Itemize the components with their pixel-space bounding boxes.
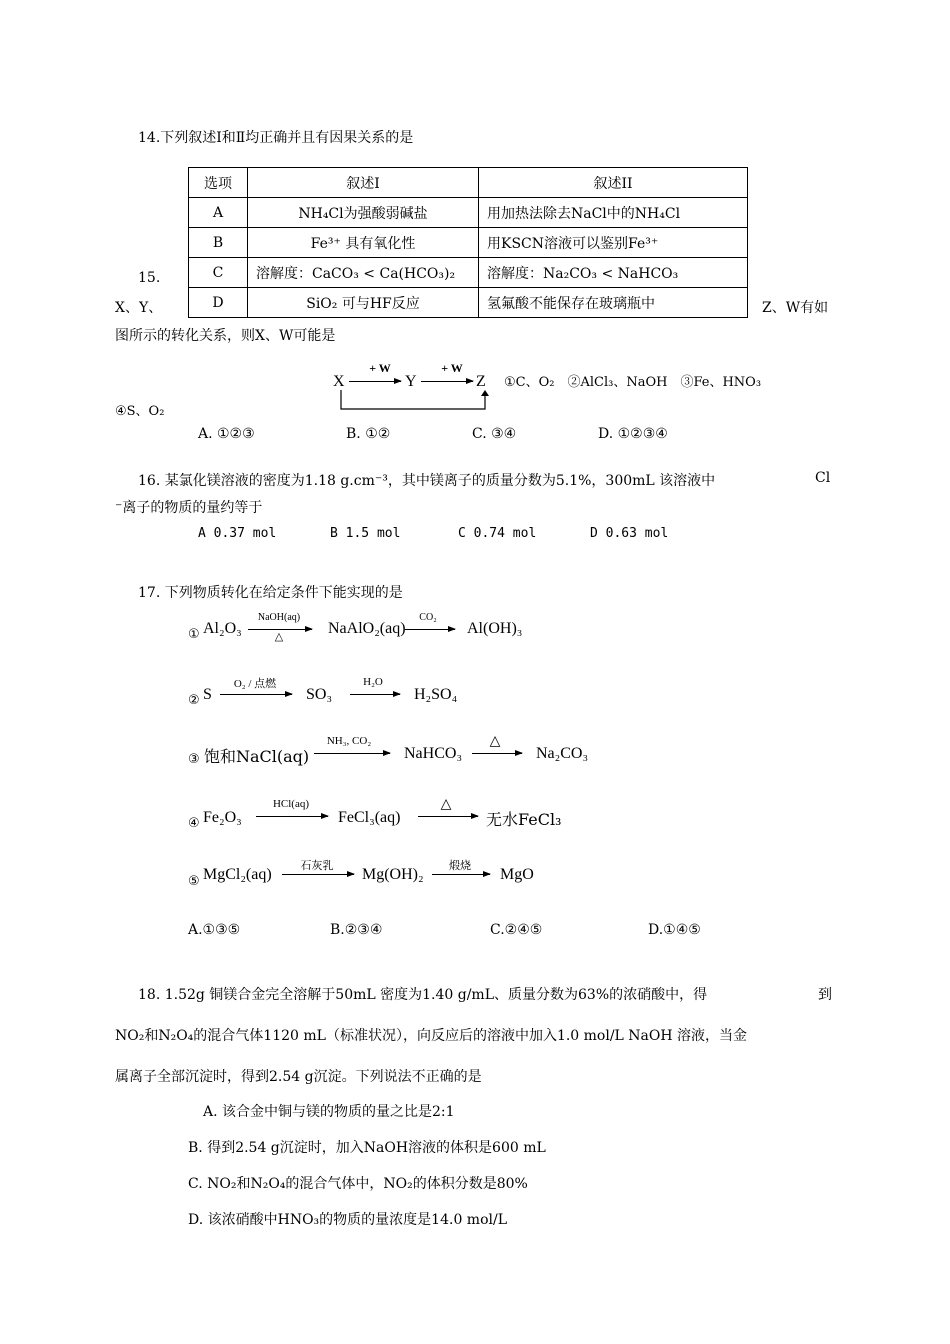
q15-arrow-x-y [349, 381, 401, 382]
header-statement-2: 叙述II [479, 168, 748, 198]
row-statement-2: 溶解度：Na₂CO₃ < NaHCO₃ [479, 258, 748, 288]
q17-option-a: A.①③⑤ [188, 922, 241, 938]
row-statement-1: NH₄Cl为强酸弱碱盐 [248, 198, 479, 228]
reaction-intermediate: Mg(OH)₂ [362, 866, 424, 883]
q15-number: 15. [138, 270, 161, 286]
reaction-arrow-2 [350, 694, 400, 695]
reaction-number: ④ [188, 816, 200, 831]
q17-option-c: C.②④⑤ [490, 922, 543, 938]
q15-line1-end: Z、W有如 [762, 300, 829, 316]
q15-arrow-x-z [336, 390, 494, 412]
q15-arrow-y-z [421, 381, 473, 382]
reaction-arrow-1 [220, 694, 292, 695]
q16-option-c: C 0.74 mol [458, 526, 537, 541]
q15-option-d: D. ①②③④ [598, 426, 668, 442]
reaction-condition-1: NH₃, CO₂ [326, 735, 372, 747]
q15-node-y: Y [405, 373, 417, 390]
reaction-condition-1: HCl(aq) [272, 798, 310, 810]
table-row [189, 258, 748, 288]
q16-option-b: B 1.5 mol [330, 526, 401, 541]
reaction-condition-2: CO₂ [419, 612, 437, 623]
reaction-arrow-2 [418, 816, 478, 817]
q15-node-z: Z [476, 373, 486, 390]
reaction-condition-1: O₂ / 点燃 [233, 678, 277, 690]
row-option: B [189, 228, 248, 258]
q16-line1-end: Cl [815, 470, 831, 486]
reaction-condition-2: △ [440, 797, 452, 812]
q18-option-b: B. 得到2.54 g沉淀时，加入NaOH溶液的体积是600 mL [188, 1140, 546, 1156]
q16-option-d: D 0.63 mol [590, 526, 669, 541]
q17-option-b: B.②③④ [330, 922, 383, 938]
table-row [189, 228, 748, 258]
q14-table [188, 167, 748, 318]
reaction-intermediate: NaAlO₂(aq) [328, 620, 406, 637]
reaction-condition-1-below: △ [274, 631, 284, 643]
reaction-condition-1: 石灰乳 [300, 860, 334, 872]
reaction-arrow-2 [432, 874, 490, 875]
row-option: C [189, 258, 248, 288]
q17-option-d: D.①④⑤ [648, 922, 701, 938]
reaction-intermediate: NaHCO₃ [404, 745, 463, 762]
q18-line2: NO₂和N₂O₄的混合气体1120 mL（标准状况），向反应后的溶液中加入1.0 mol/L NaOH 溶液，当金 [115, 1028, 748, 1044]
q18-line1: 18. 1.52g 铜镁合金完全溶解于50mL 密度为1.40 g/mL、质量分数为63%的浓硝酸中，得 [138, 987, 708, 1003]
row-statement-2: 氢氟酸不能保存在玻璃瓶中 [479, 288, 748, 318]
q18-option-c: C. NO₂和N₂O₄的混合气体中，NO₂的体积分数是80% [188, 1176, 528, 1192]
reaction-arrow-1 [314, 753, 390, 754]
reaction-arrow-1 [248, 629, 312, 630]
q15-node-x: X [333, 373, 345, 390]
reaction-product: Al(OH)₃ [467, 620, 523, 637]
row-statement-2: 用KSCN溶液可以鉴别Fe³⁺ [479, 228, 748, 258]
table-row [189, 198, 748, 228]
header-statement-1: 叙述I [248, 168, 479, 198]
reaction-arrow-1 [256, 816, 328, 817]
q15-option-c: C. ③④ [472, 426, 517, 442]
reaction-number: ⑤ [188, 874, 200, 889]
q15-option-a: A. ①②③ [198, 426, 255, 442]
reaction-product: 无水FeCl₃ [486, 810, 562, 829]
reaction-reactant: 饱和NaCl(aq) [204, 747, 310, 766]
q16-line1: 16. 某氯化镁溶液的密度为1.18 g.cm⁻³，其中镁离子的质量分数为5.1%，300mL 该溶液中 [138, 473, 716, 489]
q15-arrow2-label: + W [441, 361, 463, 375]
reaction-intermediate: FeCl₃(aq) [338, 809, 401, 826]
reaction-number: ③ [188, 752, 200, 767]
row-statement-2: 用加热法除去NaCl中的NH₄Cl [479, 198, 748, 228]
q14-header-row [189, 168, 748, 198]
q15-arrow1-label: + W [369, 361, 391, 375]
table-row [189, 288, 748, 318]
reaction-product: H₂SO₄ [414, 686, 458, 703]
row-statement-1: 溶解度：CaCO₃ < Ca(HCO₃)₂ [248, 258, 479, 288]
reaction-condition-1: NaOH(aq) [257, 612, 301, 623]
q18-option-d: D. 该浓硝酸中HNO₃的物质的量浓度是14.0 mol/L [188, 1212, 507, 1228]
q14-stem: 14.下列叙述Ⅰ和Ⅱ均正确并且有因果关系的是 [138, 130, 414, 146]
reaction-reactant: Fe₂O₃ [203, 809, 242, 826]
q16-option-a: A 0.37 mol [198, 526, 277, 541]
row-statement-1: Fe³⁺ 具有氧化性 [248, 228, 479, 258]
q15-line2: 图所示的转化关系，则X、W可能是 [115, 328, 336, 344]
reaction-arrow-2 [472, 753, 522, 754]
reaction-arrow-1 [282, 874, 354, 875]
q15-option-b: B. ①② [346, 426, 391, 442]
reaction-condition-2: H₂O [363, 676, 383, 688]
reaction-number: ② [188, 693, 200, 708]
q18-line3: 属离子全部沉淀时，得到2.54 g沉淀。下列说法不正确的是 [115, 1069, 482, 1085]
q18-option-a: A. 该合金中铜与镁的物质的量之比是2:1 [203, 1104, 455, 1120]
q18-line1-end: 到 [818, 987, 832, 1003]
reaction-condition-2: 煅烧 [449, 860, 471, 872]
reaction-product: Na₂CO₃ [536, 745, 589, 762]
reaction-number: ① [188, 627, 200, 642]
reaction-reactant: Al₂O₃ [203, 620, 242, 637]
reaction-intermediate: SO₃ [306, 686, 333, 703]
row-option: A [189, 198, 248, 228]
q15-choices-line: ①C、O₂ ②AlCl₃、NaOH ③Fe、HNO₃ [504, 375, 762, 390]
row-option: D [189, 288, 248, 318]
reaction-reactant: MgCl₂(aq) [203, 866, 272, 883]
q15-line1-start: X、Y、 [115, 300, 163, 316]
reaction-condition-2: △ [489, 734, 501, 749]
reaction-reactant: S [203, 686, 212, 703]
q15-choice-4: ④S、O₂ [115, 404, 165, 419]
reaction-arrow-2 [405, 629, 455, 630]
header-option: 选项 [189, 168, 248, 198]
q16-line2: ⁻离子的物质的量约等于 [115, 500, 263, 516]
q17-stem: 17. 下列物质转化在给定条件下能实现的是 [138, 585, 403, 601]
row-statement-1: SiO₂ 可与HF反应 [248, 288, 479, 318]
reaction-product: MgO [500, 866, 534, 883]
